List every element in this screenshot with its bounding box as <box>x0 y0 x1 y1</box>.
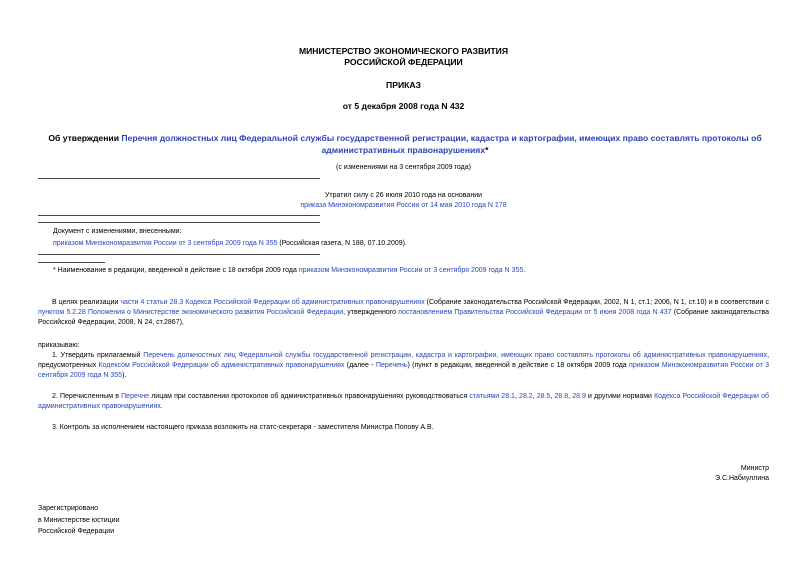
divider <box>38 254 320 255</box>
preamble-text: (Собрание законодательства Российской Федерации, 2008, N 24, ст.2867), <box>38 308 769 326</box>
signature-position: Министр <box>740 465 769 472</box>
invalidity-notice <box>0 191 807 211</box>
footnote-divider <box>38 262 105 263</box>
item1-text: ). <box>122 371 127 379</box>
item1-text: (далее - <box>344 361 376 369</box>
doc-changes-block <box>53 227 407 249</box>
item2-text: и другими нормами <box>585 393 655 400</box>
order-item-1 <box>38 351 769 380</box>
signature-block <box>715 464 769 484</box>
doc-date-number: от 5 декабря 2008 года N 432 <box>342 101 465 111</box>
preamble-text: , утвержденного <box>343 308 399 316</box>
footnote-text: * Наименование в редакции, введенной в действие с 18 октября 2009 года <box>53 267 299 274</box>
item2-text: . <box>160 402 163 410</box>
item2-link-list[interactable]: Перечне <box>121 393 150 400</box>
divider <box>38 222 320 223</box>
order-word: приказываю: <box>38 342 80 349</box>
doc-changes-label: Документ с изменениями, внесенными: <box>53 228 182 235</box>
invalidity-link[interactable]: приказа Минэкономразвития России от 14 мая 2010 года N 178 <box>300 201 507 209</box>
preamble-link-regulation[interactable]: пунктом 5.2.28 Положения о Министерстве экономического развития Российской Федерации <box>38 308 344 316</box>
item1-text: ) (пункт в редакции, введенной в действие с 18 октября 2009 года <box>407 361 630 369</box>
doc-changes-ref <box>53 239 407 249</box>
registration-block <box>38 503 119 538</box>
item1-text: 1. Утвердить прилагаемый <box>52 352 144 359</box>
ministry-line-2: РОССИЙСКОЙ ФЕДЕРАЦИИ <box>344 57 463 67</box>
title-prefix: Об утверждении <box>48 133 122 143</box>
amendment-note: (с изменениями на 3 сентября 2009 года) <box>336 164 471 171</box>
preamble-text: В целях реализации <box>52 299 121 306</box>
item2-link-art-28-8[interactable]: 28.8 <box>554 393 569 400</box>
ministry-heading <box>0 46 807 68</box>
item2-sep: , <box>514 393 520 400</box>
order-item-3: 3. Контроль за исполнением настоящего приказа возложить на статс-секретаря - заместителя Министра Попову А.В. <box>52 424 434 431</box>
registration-line-1: Зарегистрировано <box>38 505 98 512</box>
footnote-link[interactable]: приказом Минэкономразвития России от 3 сентября 2009 года N 355 <box>298 267 524 274</box>
item2-link-art-28-1[interactable]: статьями 28.1 <box>469 393 515 400</box>
signature-name: Э.С.Набиуллина <box>714 474 769 482</box>
item2-link-code[interactable]: Кодекса Российской Федерации об административных правонарушениях <box>38 393 770 410</box>
registration-line-3: Российской Федерации <box>38 528 115 535</box>
item1-link-perechen[interactable]: Перечень <box>375 361 408 369</box>
preamble-link-resolution[interactable]: постановлением Правительства Российской Федерации от 5 июня 2008 года N 437 <box>398 308 672 316</box>
invalidity-line: Утратил силу с 26 июля 2010 года на основании <box>324 192 483 199</box>
item2-text: лицам при составлении протоколов об административных правонарушениях руководствоваться <box>149 393 470 400</box>
item1-link-order[interactable]: приказом Минэкономразвития России от 3 сентября 2009 года N 355 <box>38 361 770 379</box>
item1-link-code[interactable]: Кодексом Российской Федерации об административных правонарушениях <box>98 361 345 369</box>
item2-sep: , <box>532 393 537 400</box>
preamble-link-coap[interactable]: части 4 статьи 28.3 Кодекса Российской Федерации об административных правонарушениях <box>120 299 425 306</box>
preamble-paragraph <box>38 298 769 327</box>
item2-sep: , <box>550 393 555 400</box>
divider <box>38 178 320 179</box>
item2-sep: , <box>568 393 573 400</box>
footnote <box>53 266 525 276</box>
item2-link-art-28-2[interactable]: 28.2 <box>519 393 533 400</box>
item1-link-list[interactable]: Перечень должностных лиц Федеральной службы государственной регистрации, кадастра и картографии, имеющих право составлять протоколы об административных правонарушениях <box>143 352 768 359</box>
item2-link-art-28-5[interactable]: 28.5 <box>536 393 551 400</box>
doc-changes-link[interactable]: приказом Минэкономразвития России от 3 сентября 2009 года N 355 <box>53 239 278 247</box>
footnote-end: . <box>523 267 526 274</box>
ministry-line-1: МИНИСТЕРСТВО ЭКОНОМИЧЕСКОГО РАЗВИТИЯ <box>298 46 509 56</box>
item2-text: 2. Перечисленным в <box>52 393 122 400</box>
title-link[interactable]: Перечня должностных лиц Федеральной службы государственной регистрации, кадастра и картографии, имеющих право составлять протоколы об административных правонарушениях <box>121 133 762 155</box>
registration-line-2: в Министерстве юстиции <box>38 516 120 524</box>
order-item-2 <box>38 392 769 412</box>
title-suffix: * <box>485 144 489 155</box>
item2-link-art-28-9[interactable]: 28.9 <box>572 393 586 400</box>
preamble-text: (Собрание законодательства Российской Федерации, 2002, N 1, ст.1; 2006, N 1, ст.10) и в соответствии с <box>424 299 769 306</box>
document-title <box>30 133 780 156</box>
item1-text: , предусмотренных <box>38 352 770 369</box>
divider <box>38 215 320 216</box>
doc-type: ПРИКАЗ <box>386 80 421 90</box>
doc-changes-tail: (Российская газета, N 188, 07.10.2009). <box>277 239 407 247</box>
